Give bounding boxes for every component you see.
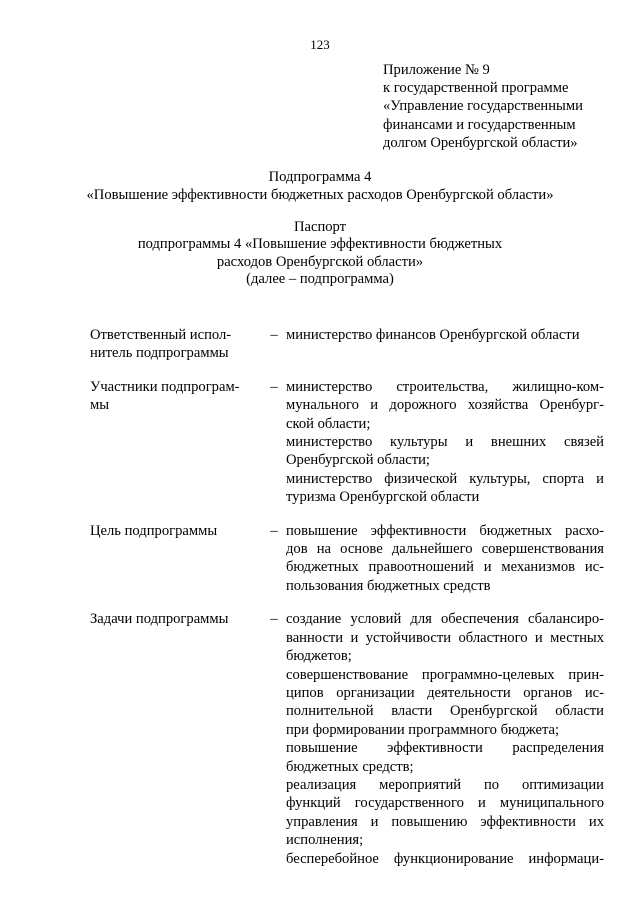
row-value-line: полнительной власти Оренбургской области <box>286 703 604 720</box>
row-label-line: Цель подпрограммы <box>90 522 218 539</box>
row-label-line: мы <box>90 397 110 414</box>
row-value <box>286 326 604 344</box>
passport-table <box>90 326 604 868</box>
row-value-line: бюджетных средств; <box>286 758 414 775</box>
table-row-goal <box>90 522 604 596</box>
row-value-line: совершенствование программно-целевых прин- <box>286 666 604 683</box>
row-value-line: бюджетных правоотношений и механизмов ис- <box>286 559 604 576</box>
subprogram-title <box>0 168 640 205</box>
appendix-line: «Управление государственными <box>383 98 583 115</box>
table-row-responsible <box>90 326 604 363</box>
appendix-line: к государственной программе <box>383 80 569 97</box>
row-value-line: ской области; <box>286 415 371 432</box>
appendix-line: долгом Оренбургской области» <box>383 134 578 151</box>
row-value-line: министерство финансов Оренбургской области <box>286 327 580 343</box>
row-value-line: создание условий для обеспечения сбалансиро- <box>286 611 604 628</box>
table-row-tasks <box>90 610 604 868</box>
row-label <box>90 378 262 415</box>
row-label <box>90 610 262 628</box>
row-value-line: повышение эффективности бюджетных расхо- <box>286 522 604 539</box>
passport-subtitle-line: (далее – подпрограмма) <box>246 271 394 288</box>
row-value-line: исполнения; <box>286 832 364 849</box>
passport-subtitle-line: расходов Оренбургской области» <box>216 253 424 270</box>
row-dash: – <box>270 378 278 395</box>
row-value-line: повышение эффективности распределения <box>286 740 604 757</box>
passport-subtitle-line: подпрограммы 4 «Повышение эффективности бюджетных <box>137 236 503 253</box>
row-label <box>90 326 262 363</box>
subprogram-name: «Повышение эффективности бюджетных расходов Оренбургской области» <box>86 187 554 204</box>
row-value-line: функций государственного и муниципального <box>286 795 604 812</box>
row-value-line: министерство культуры и внешних связей <box>286 434 604 451</box>
page-number: 123 <box>310 37 330 52</box>
row-value-line: бесперебойное функционирование информаци- <box>286 850 604 867</box>
row-dash: – <box>270 611 278 628</box>
row-dash: – <box>270 327 278 343</box>
row-value-line: Оренбургской области; <box>286 452 430 469</box>
row-label-line: Участники подпрограм- <box>90 378 240 395</box>
row-value-line: министерство физической культуры, спорта и <box>286 470 604 487</box>
row-label <box>90 522 262 540</box>
row-value-line: ципов организации деятельности органов ис- <box>286 684 604 701</box>
row-value-line: ванности и устойчивости областного и местных <box>286 629 604 646</box>
appendix-line: финансами и государственным <box>383 116 576 133</box>
row-value-line: мунального и дорожного хозяйства Оренбург- <box>286 397 604 414</box>
table-row-participants <box>90 378 604 507</box>
row-value-line: министерство строительства, жилищно-ком- <box>286 378 604 395</box>
row-label-line: Задачи подпрограммы <box>90 611 229 628</box>
row-value-line: управления и повышению эффективности их <box>286 813 604 830</box>
row-label-line: Ответственный испол- <box>90 327 232 343</box>
row-value <box>286 610 604 868</box>
row-value-line: реализация мероприятий по оптимизации <box>286 776 604 793</box>
row-value-line: бюджетов; <box>286 648 352 665</box>
passport-heading <box>0 219 640 289</box>
row-value-line: при формировании программного бюджета; <box>286 721 560 738</box>
appendix-block <box>383 61 633 152</box>
row-value-line: туризма Оренбургской области <box>286 489 480 506</box>
row-label-line: нитель подпрограммы <box>90 345 229 362</box>
row-value <box>286 378 604 507</box>
row-value-line: дов на основе дальнейшего совершенствования <box>286 541 604 558</box>
row-value-line: пользования бюджетных средств <box>286 577 491 594</box>
row-value <box>286 522 604 596</box>
row-dash: – <box>270 522 278 539</box>
appendix-line: Приложение № 9 <box>383 62 490 78</box>
subprogram-number: Подпрограмма 4 <box>268 169 372 185</box>
passport-title: Паспорт <box>293 219 347 235</box>
